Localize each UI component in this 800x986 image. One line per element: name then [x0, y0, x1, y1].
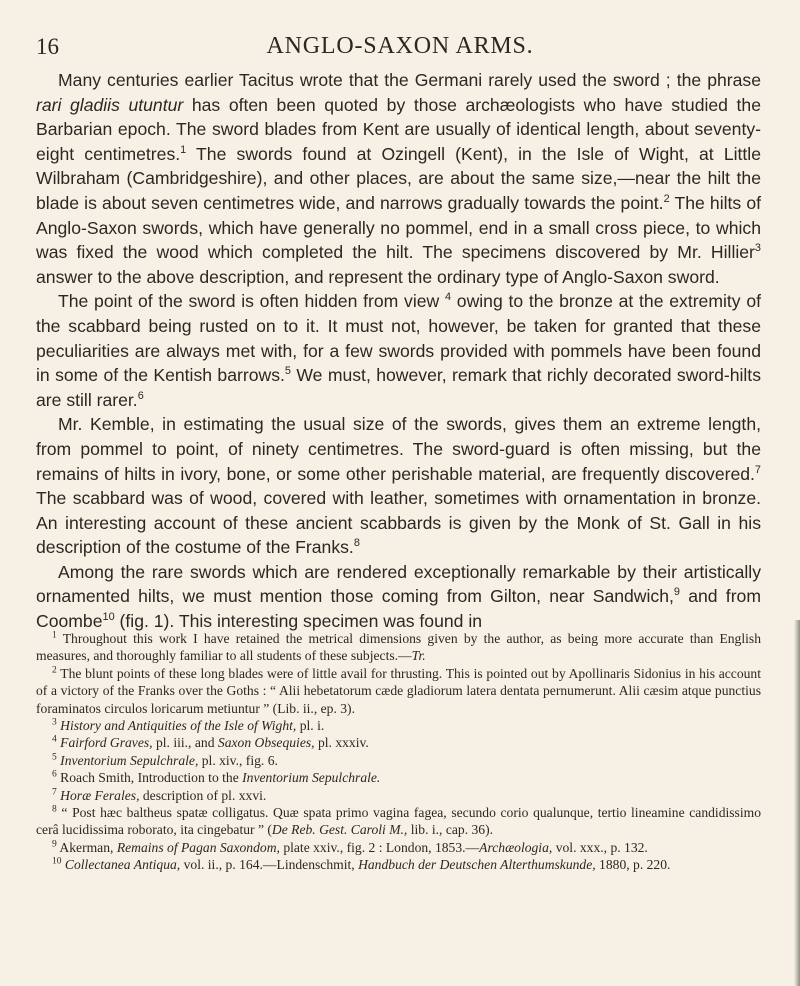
footnote: $^3$ History and Antiquities of the Isle of Wight, pl. i. — [52, 717, 325, 734]
footnotes — [36, 630, 761, 874]
paragraph: Among the rare swords which are rendered exceptionally remarkable by their artistically ornamented hilts, we must mention those coming from Gilton, near Sandwich,$^9$ and from Coombe$^{10}$ (fig. 1). This interesting specimen was found in — [36, 561, 761, 632]
footnote-ref[interactable]: 7 — [754, 463, 761, 476]
footnote-ref[interactable]: 3 — [754, 242, 761, 255]
footnote: $^1$ Throughout this work I have retained the metrical dimensions given by the author, as being more accurate than English measures, and thoroughly familiar to all students of these subjects.—Tr. — [36, 630, 761, 664]
footnote-ref[interactable]: 9 — [673, 586, 680, 599]
page-number: 16 — [36, 34, 59, 59]
footnote-ref[interactable]: 8 — [353, 537, 360, 550]
footnote-ref[interactable]: 4 — [444, 291, 452, 304]
footnote: $^5$ Inventorium Sepulchrale, pl. xiv., fig. 6. — [52, 752, 278, 768]
footnote: $^4$ Fairford Graves, pl. iii., and Saxon Obsequies, pl. xxxiv. — [52, 734, 369, 751]
paragraph: The point of the sword is often hidden from view $^4$ owing to the bronze at the extremity of the scabbard being rusted on to it. It must not, however, be taken for granted that these peculiarities are always met with, for a few swords provided with pommels have been found in some of the Kentish barrows.$^5$ We must, however, remark that richly decorated sword-hilts are still rarer.$^6$ — [36, 291, 762, 410]
footnote-ref[interactable]: 5 — [284, 365, 291, 378]
paragraph: Many centuries earlier Tacitus wrote that the Germani rarely used the sword ; the phrase rari gladiis utuntur has often been quoted by those archæologists who have studied the Barbarian epoch. The sword blades from Kent are usually of identical length, about seventy-eight centimetres.$^1$ The swords found at Ozingell (Kent), in the Isle of Wight, at Little Wilbraham (Cambridgeshire), and other places, are about the same size,—near the hilt the blade is about seven centimetres wide, and narrows gradually towards the point.$^2$ The hilts of Anglo-Saxon swords, which have generally no pommel, end in a small cross piece, to which was fixed the wood which completed the hilt. The specimens discovered by Mr. Hillier$^3$ answer to the above description, and represent the ordinary type of Anglo-Saxon sword. — [36, 70, 762, 287]
footnote-ref[interactable]: 10 — [102, 611, 115, 624]
footnote: $^{10}$ Collectanea Antiqua, vol. ii., p. 164.—Lindenschmit, Handbuch der Deutschen Alterthumskunde, 1880, p. 220. — [52, 856, 671, 873]
body-text — [36, 68, 761, 634]
footnote-ref[interactable]: 2 — [663, 193, 670, 206]
footnote: $^8$ “ Post hæc baltheus spatæ colligatus. Quæ spata primo vagina fagea, secundo corio qualunque, tertio lineamine candidissimo cerâ lucidissima roborato, ita cingebatur ” (De Reb. Gest. Caroli M., lib. i., cap. 36). — [36, 804, 761, 838]
footnote: $^9$ Akerman, Remains of Pagan Saxondom, plate xxiv., fig. 2 : London, 1853.—Archæologia, vol. xxx., p. 132. — [52, 839, 648, 855]
footnote: $^6$ Roach Smith, Introduction to the Inventorium Sepulchrale. — [52, 769, 381, 786]
footnote-ref[interactable]: 6 — [137, 389, 144, 402]
footnote: $^2$ The blunt points of these long blades were of little avail for thrusting. This is pointed out by Apollinaris Sidonius in his account of a victory of the Franks over the Goths : “ Alii hebetatorum cæde gladiorum latera dentata pernumerunt. Alii cæsim atque punctius foraminatos circulos loricarum metiuntur ” (Lib. ii., ep. 3). — [36, 665, 761, 716]
page-edge-shadow — [794, 620, 800, 986]
footnote-ref[interactable]: 1 — [180, 143, 187, 156]
running-title: ANGLO-SAXON ARMS. — [266, 33, 534, 59]
footnote: $^7$ Horæ Ferales, description of pl. xxvi. — [52, 787, 267, 803]
paragraph: Mr. Kemble, in estimating the usual size of the swords, gives them an extreme length, from pommel to point, of ninety centimetres. The sword-guard is often missing, but the remains of hilts in ivory, bone, or some other perishable material, are frequently discovered.$^7$ The scabbard was of wood, covered with leather, sometimes with ornamentation in bronze. An interesting account of these ancient scabbards is given by the Monk of St. Gall in his description of the costume of the Franks.$^8$ — [36, 414, 761, 558]
page-header — [36, 20, 764, 60]
